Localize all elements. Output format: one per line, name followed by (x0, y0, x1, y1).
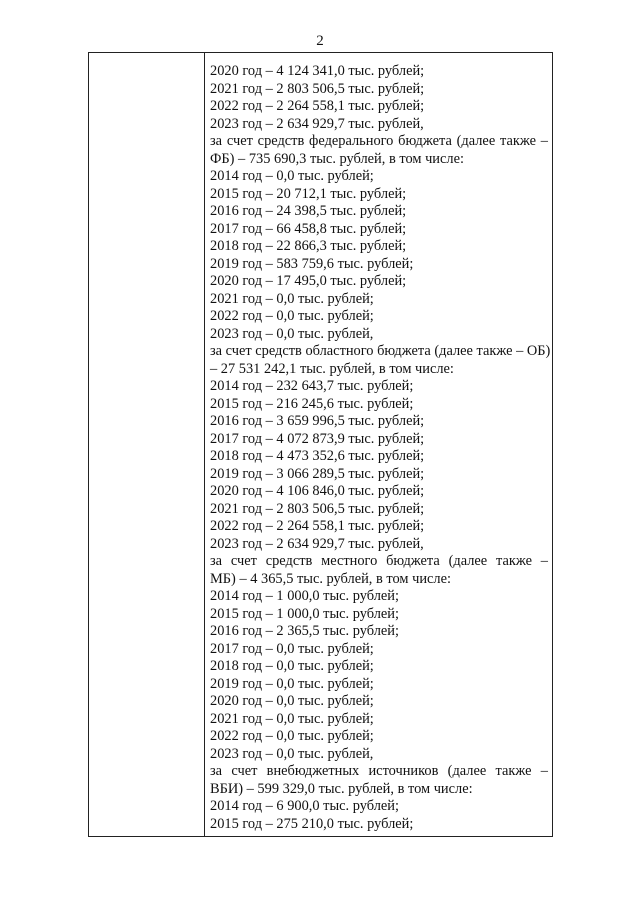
text-line: МБ) – 4 365,5 тыс. рублей, в том числе: (210, 570, 452, 587)
text-line: 2018 год – 0,0 тыс. рублей; (210, 658, 374, 674)
page-number: 2 (316, 33, 324, 49)
text-line: 2022 год – 2 264 558,1 тыс. рублей; (210, 98, 425, 114)
text-line: 2022 год – 0,0 тыс. рублей; (210, 308, 374, 324)
text-line: 2019 год – 3 066 289,5 тыс. рублей; (210, 465, 425, 482)
text-line: 2020 год – 17 495,0 тыс. рублей; (210, 273, 407, 289)
table-left-column (89, 53, 205, 836)
text-line: 2015 год – 20 712,1 тыс. рублей; (210, 185, 407, 202)
text-line: за счет средств федерального бюджета (далее также – (210, 133, 548, 149)
text-line: 2016 год – 2 365,5 тыс. рублей; (210, 623, 399, 639)
text-line: – 27 531 242,1 тыс. рублей, в том числе: (210, 360, 454, 377)
text-line: 2014 год – 232 643,7 тыс. рублей; (210, 378, 414, 394)
text-line: 2023 год – 2 634 929,7 тыс. рублей, (210, 115, 424, 132)
text-line: 2018 год – 22 866,3 тыс. рублей; (210, 238, 407, 254)
text-line: за счет средств областного бюджета (далее также – ОБ) (210, 343, 551, 359)
text-line: 2016 год – 3 659 996,5 тыс. рублей; (210, 413, 425, 429)
text-line: 2023 год – 0,0 тыс. рублей, (210, 325, 374, 342)
text-line: 2023 год – 0,0 тыс. рублей, (210, 745, 374, 762)
text-line: ВБИ) – 599 329,0 тыс. рублей, в том числе: (210, 780, 473, 797)
funding-table (88, 52, 553, 837)
text-line: 2020 год – 4 106 846,0 тыс. рублей; (210, 483, 425, 499)
text-line: 2022 год – 0,0 тыс. рублей; (210, 728, 374, 744)
text-line: 2021 год – 0,0 тыс. рублей; (210, 710, 374, 727)
text-line: 2015 год – 275 210,0 тыс. рублей; (210, 815, 414, 832)
text-line: 2019 год – 583 759,6 тыс. рублей; (210, 255, 414, 272)
text-line: 2021 год – 2 803 506,5 тыс. рублей; (210, 500, 425, 517)
text-line: 2018 год – 4 473 352,6 тыс. рублей; (210, 448, 425, 464)
text-line: 2017 год – 0,0 тыс. рублей; (210, 640, 374, 657)
text-line: 2016 год – 24 398,5 тыс. рублей; (210, 203, 407, 219)
text-line: 2023 год – 2 634 929,7 тыс. рублей, (210, 535, 424, 552)
text-line: 2014 год – 0,0 тыс. рублей; (210, 168, 374, 184)
text-line: 2021 год – 2 803 506,5 тыс. рублей; (210, 80, 425, 97)
text-line: 2019 год – 0,0 тыс. рублей; (210, 675, 374, 692)
text-line: 2020 год – 4 124 341,0 тыс. рублей; (210, 63, 425, 79)
table-right-column (205, 53, 552, 833)
text-line: 2017 год – 4 072 873,9 тыс. рублей; (210, 430, 425, 447)
text-line: 2020 год – 0,0 тыс. рублей; (210, 693, 374, 709)
text-line: 2015 год – 216 245,6 тыс. рублей; (210, 395, 414, 412)
text-line: 2021 год – 0,0 тыс. рублей; (210, 290, 374, 307)
text-line: 2015 год – 1 000,0 тыс. рублей; (210, 605, 399, 622)
text-line: за счет внебюджетных источников (далее также – (210, 763, 548, 779)
text-line: ФБ) – 735 690,3 тыс. рублей, в том числе: (210, 150, 464, 167)
text-line: 2014 год – 1 000,0 тыс. рублей; (210, 588, 399, 604)
text-line: 2022 год – 2 264 558,1 тыс. рублей; (210, 518, 425, 534)
text-line: 2017 год – 66 458,8 тыс. рублей; (210, 220, 407, 237)
text-line: 2014 год – 6 900,0 тыс. рублей; (210, 798, 399, 814)
text-line: за счет средств местного бюджета (далее также – (210, 553, 548, 569)
